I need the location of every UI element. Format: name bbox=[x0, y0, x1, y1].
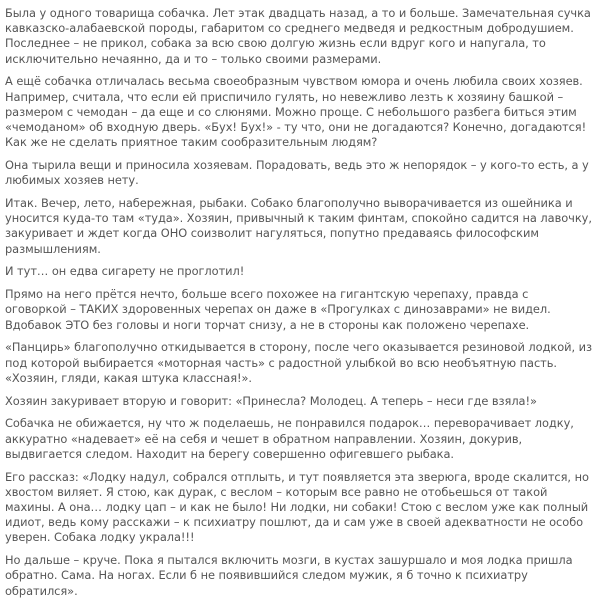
paragraph-cigarette: И тут… он едва сигарету не проглотил! bbox=[5, 264, 245, 279]
paragraph-second-cigarette: Хозяин закуривает вторую и говорит: «Принесла? Молодец. А теперь – неси где взяла!» bbox=[5, 393, 537, 408]
paragraph-intro: Была у одного товарища собачка. Лет этак двадцать назад, а то и больше. Замечательная сучка кавказско-алабаевской породы, габаритом со среднего медведя и редкостным добродушием. Последнее – не прикол, собака за всю свою долгую жизнь если вдруг кого и напугала, то исключительно нечаянно, да и то – только своими размерами. bbox=[5, 6, 591, 66]
paragraph-fisherman-story: Его рассказ: «Лодку надул, собрался отплыть, и тут появляется эта зверюга, вроде скалится, но хвостом виляет. Я стою, как дурак, с веслом – которым все равно не отобьешься от такой махины. А она… лодку цап – и как не было! Ни лодки, ни собаки! Стою с веслом уже как полный идиот, ведь кому расскажи – к психиатру пошлют, да и сам уже в своей адекватности не особо уверен. Собака лодку украла!!! bbox=[5, 469, 589, 545]
paragraph-evening: Итак. Вечер, лето, набережная, рыбаки. Собако благополучно выворачивается из ошейника и уносится куда-то там «туда». Хозяин, привычный к таким финтам, спокойно садится на лавочку, закуривает и ждет когда ОНО соизволит нагуляться, попутно предаваясь философским размышлениям. bbox=[5, 196, 592, 256]
paragraph-humor: А ещё собачка отличалась весьма своеобразным чувством юмора и очень любила своих хозяев. Например, считала, что если ей приспичило гулять, но невежливо лезть к хозяину башкой – размером с чемодан – да еще и со слюнями. Можно проще. С небольшого разбега биться этим «чемоданом» об входную дверь. «Бух! Бух!» - ту что, они не догадаются? Конечно, догадаются! Как же не сделать приятное таким сообразительным людям? bbox=[5, 74, 587, 150]
paragraph-returns-boat: Собачка не обижается, ну что ж поделаешь, не понравился подарок… переворачивает лодку, аккуратно «надевает» её на себя и чешет в обратном направлении. Хозяин, докурив, выдвигается следом. Находит на берегу совершенно офигевшего рыбака. bbox=[5, 416, 574, 461]
paragraph-shell: «Панцирь» благополучно откидывается в сторону, после чего оказывается резиновой лодкой, из под которой выбирается «моторная часть» с радостной улыбкой во всю необъятную пасть. «Хозяин, гляди, какая штука классная!». bbox=[5, 340, 593, 385]
paragraph-ending: Но дальше – круче. Пока я пытался включить мозги, в кустах зашуршало и моя лодка пришла обратно. Сама. На ногах. Если б не появившийся следом мужик, я б точно к психиатру обратился». bbox=[5, 553, 573, 598]
paragraph-steals-things: Она тырила вещи и приносила хозяевам. Порадовать, ведь это ж непорядок – у кого-то есть, а у любимых хозяев нету. bbox=[5, 158, 589, 188]
paragraph-turtle: Прямо на него прётся нечто, больше всего похожее на гигантскую черепаху, правда с оговоркой – ТАКИХ здоровенных черепах он даже в «Прогулках с динозаврами» не видел. Вдобавок ЭТО без головы и ноги торчат снизу, а не в стороны как положено черепахе. bbox=[5, 287, 551, 332]
